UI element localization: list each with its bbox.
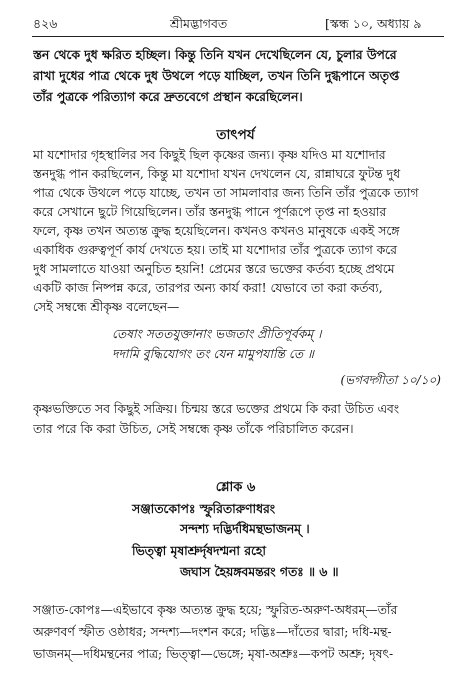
header-rule xyxy=(32,36,444,37)
purport-line: কৃষ্ণভক্তিতে সব কিছুই সক্রিয়। চিন্ময় স্তরে ভক্তের প্রথমে কি করা উচিত এবং xyxy=(33,402,400,416)
purport-line: সেই সম্বন্ধে শ্রীকৃষ্ণ বলেছেন— xyxy=(33,300,180,314)
quote-line: তেষাং সততযুক্তানাং ভজতাং প্রীতিপূর্বকম্ । xyxy=(112,327,322,341)
sloka-heading: শ্লোক ৬ xyxy=(215,480,256,495)
purport-line: একাধিক গুরুত্বপূর্ণ কার্য দেখতে হয়। তাই মা যশোদার তাঁর পুত্রকে ত্যাগ করে xyxy=(33,243,397,257)
synonym-line: অরুণবর্ণ স্ফীত ওষ্ঠাধর; সন্দশ্য—দংশন করে; দদ্ভিঃ—দাঁতের দ্বারা; দধি-মন্থ- xyxy=(33,625,392,639)
synonym-line: ভাজনম্—দধিমন্থনের পাত্র; ভিত্ত্বা—ভেঙ্গে; মৃষা-অশ্রুঃ—কপট অশ্রু; দৃষৎ- xyxy=(33,647,394,661)
chapter-reference: [স্কন্ধ ১০, অধ্যায় ৯ xyxy=(325,16,422,31)
quote-reference: (ভগবদ্গীতা ১০/১০) xyxy=(340,373,441,387)
sloka-line: জঘাস হৈয়ঙ্গবমন্তরং গতঃ ॥ ৬ ॥ xyxy=(180,564,339,579)
purport-line: মা যশোদার গৃহস্থালির সব কিছুই ছিল কৃষ্ণের জন্য। কৃষ্ণ যদিও মা যশোদার xyxy=(33,148,386,162)
purport-line: তার পরে কি করা উচিত, সেই সম্বন্ধে কৃষ্ণ তাঁকে পরিচালিত করেন। xyxy=(33,422,354,436)
purport-line: করে সেখানে ছুটে গিয়েছিলেন। তাঁর স্তনদুগ্ধ পানে পূর্ণরূপে তৃপ্ত না হওয়ার xyxy=(33,205,387,219)
quote-line: দদামি বুদ্ধিযোগং তং যেন মামুপযান্তি তে ॥ xyxy=(112,347,314,361)
translation-line: রাখা দুধের পাত্র থেকে দুধ উথলে পড়ে যাচ্ছিল, তখন তিনি দুগ্ধপানে অতৃপ্ত xyxy=(33,68,400,83)
purport-heading: তাৎপর্য xyxy=(216,127,255,143)
book-title: শ্রীমদ্ভাগবত xyxy=(170,16,228,31)
purport-line: পাত্র থেকে উথলে পড়ে যাচ্ছে, তখন তা সামলাবার জন্য তিনি তাঁর পুত্রকে ত্যাগ xyxy=(33,186,419,200)
synonym-line: সঞ্জাত-কোপঃ—এইভাবে কৃষ্ণ অত্যন্ত ক্রুদ্ধ হয়ে; স্ফুরিত-অরুণ-অধরম্—তাঁর xyxy=(33,603,398,617)
sloka-line: সঞ্জাতকোপঃ স্ফুরিতারুণাধরং xyxy=(132,501,276,516)
translation-line: তাঁর পুত্রকে পরিত্যাগ করে দ্রুতবেগে প্রস্থান করেছিলেন। xyxy=(33,89,303,104)
purport-line: ফলে, কৃষ্ণ তখন অত্যন্ত ক্রুদ্ধ হয়েছিলেন। কখনও কখনও মানুষকে একই সঙ্গে xyxy=(33,224,400,238)
translation-line: স্তন থেকে দুধ ক্ষরিত হচ্ছিল। কিন্তু তিনি যখন দেখেছিলেন যে, চুলার উপরে xyxy=(33,47,397,62)
page-number: ৪২৬ xyxy=(33,16,58,31)
purport-line: স্তনদুগ্ধ পান করছিলেন, কিন্তু মা যশোদা যখন দেখলেন যে, রান্নাঘরে ফুটন্ত দুধ xyxy=(33,167,400,181)
sloka-line: ভিত্ত্বা মৃষাশ্রুর্দৃষদশ্মনা রহো xyxy=(132,543,266,558)
sloka-line: সন্দশ্য দদ্ভির্দধিমন্থভাজনম্ । xyxy=(180,521,310,536)
purport-line: দুধ সামলাতে যাওয়া অনুচিত হয়নি! প্রেমের স্তরে ভক্তের কর্তব্য হচ্ছে প্রথমে xyxy=(33,262,395,276)
purport-line: একটি কাজ নিষ্পন্ন করে, তারপর অন্য কার্য করা! যেভাবে তা করা কর্তব্য, xyxy=(33,281,383,295)
